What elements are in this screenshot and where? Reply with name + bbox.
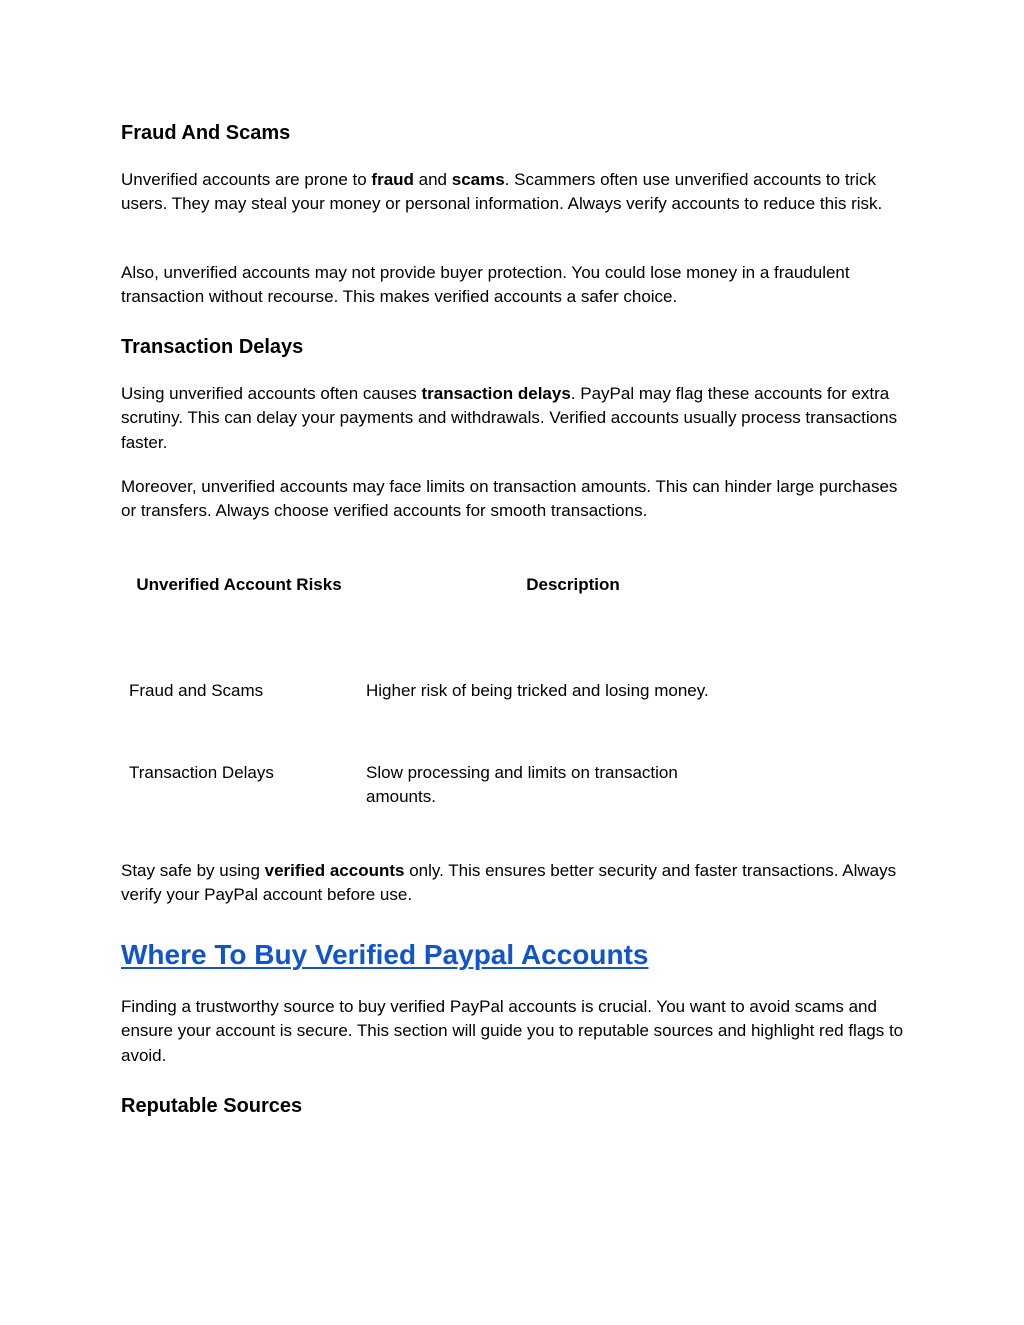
delay-heading: Transaction Delays [121, 336, 304, 358]
text-run: . PayPal may flag these accounts for extra scrutiny. This can delay your payments and withdrawals. Verified accounts usually process transactions faster. [121, 384, 898, 452]
bold-scams: scams [451, 170, 505, 189]
table-cell-risk: Fraud and Scams [129, 681, 264, 700]
text-run: Using unverified accounts often causes [121, 384, 422, 403]
summary-paragraph [121, 859, 921, 908]
delay-paragraph-1 [121, 382, 911, 455]
buy-intro-paragraph: Finding a trustworthy source to buy verified PayPal accounts is crucial. You want to avoid scams and ensure your account is secure. This section will guide you to reputable sources and highlight red flags to avoid. [121, 997, 904, 1065]
where-to-buy-heading-link[interactable]: Where To Buy Verified Paypal Accounts [121, 939, 649, 970]
table-cell-description: Slow processing and limits on transaction amounts. [366, 763, 678, 807]
fraud-paragraph-2: Also, unverified accounts may not provide buyer protection. You could lose money in a fraudulent transaction without recourse. This makes verified accounts a safer choice. [121, 263, 850, 307]
text-run: Unverified accounts are prone to [121, 170, 372, 189]
reputable-sources-heading: Reputable Sources [121, 1095, 303, 1117]
table-header-description: Description [526, 575, 620, 594]
fraud-heading: Fraud And Scams [121, 122, 291, 144]
text-run: and [413, 170, 452, 189]
table-cell-risk: Transaction Delays [129, 763, 274, 782]
bold-verified-accounts: verified accounts [264, 861, 405, 880]
table-header-risks: Unverified Account Risks [136, 575, 342, 594]
fraud-paragraph-1 [121, 168, 911, 217]
table-cell-description: Higher risk of being tricked and losing money. [366, 681, 709, 700]
delay-paragraph-2: Moreover, unverified accounts may face limits on transaction amounts. This can hinder large purchases or transfers. Always choose verified accounts for smooth transactions. [121, 477, 898, 521]
text-run: only. This ensures better security and faster transactions. Always verify your PayPal account before use. [121, 861, 897, 905]
bold-transaction-delays: transaction delays [421, 384, 571, 403]
text-run: Stay safe by using [121, 861, 265, 880]
bold-fraud: fraud [371, 170, 414, 189]
text-run: . Scammers often use unverified accounts to trick users. They may steal your money or personal information. Always verify accounts to reduce this risk. [121, 170, 883, 214]
